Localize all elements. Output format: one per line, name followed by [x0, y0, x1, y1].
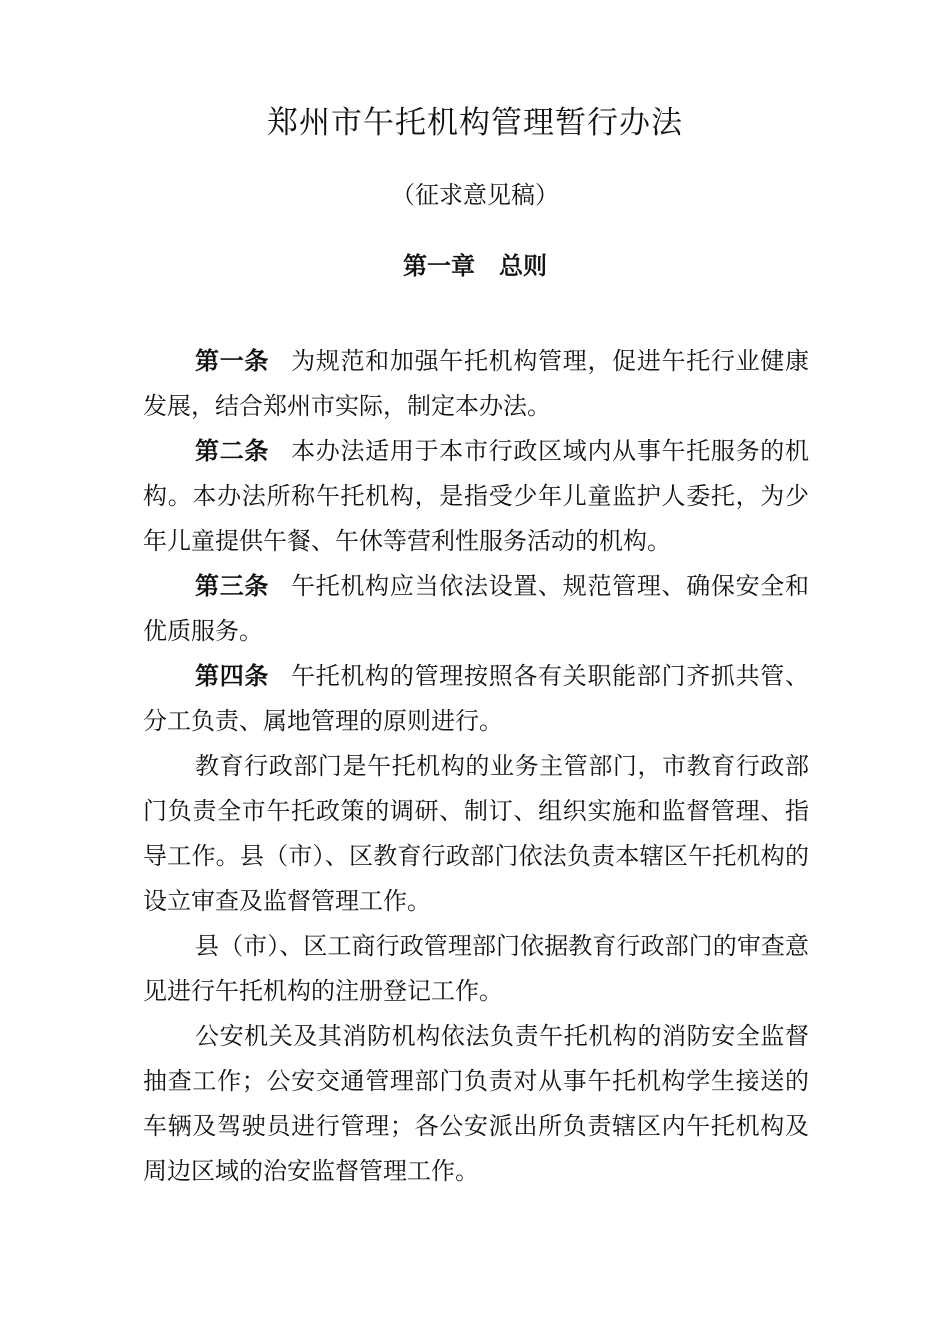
paragraph-commerce-dept: 县（市）、区工商行政管理部门依据教育行政部门的审查意见进行午托机构的注册登记工作。: [143, 932, 809, 1005]
article-text: 本办法适用于本市行政区域内从事午托服务的机构。本办法所称午托机构，是指受少年儿童监护人委托，为少年儿童提供午餐、午休等营利性服务活动的机构。: [143, 437, 810, 555]
document-body: [143, 339, 809, 1194]
article-text: 午托机构的管理按照各有关职能部门齐抓共管、分工负责、属地管理的原则进行。: [143, 662, 810, 735]
document-subtitle: （征求意见稿）: [391, 181, 559, 209]
article-4: [143, 654, 809, 744]
article-label: 第三条: [195, 572, 270, 600]
document-title: 郑州市午托机构管理暂行办法: [267, 105, 683, 141]
article-text: 为规范和加强午托机构管理，促进午托行业健康发展，结合郑州市实际，制定本办法。: [143, 347, 810, 420]
article-label: 第一条: [195, 347, 270, 375]
paragraph-education-dept: 教育行政部门是午托机构的业务主管部门，市教育行政部门负责全市午托政策的调研、制订、组织实施和监督管理、指导工作。县（市）、区教育行政部门依法负责本辖区午托机构的设立审查及监督管理工作。: [143, 752, 809, 915]
article-label: 第四条: [195, 662, 270, 690]
paragraph-public-security: 公安机关及其消防机构依法负责午托机构的消防安全监督抽查工作；公安交通管理部门负责对从事午托机构学生接送的车辆及驾驶员进行管理；各公安派出所负责辖区内午托机构及周边区域的治安监督管理工作。: [143, 1022, 809, 1185]
article-text: 午托机构应当依法设置、规范管理、确保安全和优质服务。: [143, 572, 810, 645]
article-2: [143, 429, 809, 564]
article-label: 第二条: [195, 437, 270, 465]
article-3: [143, 564, 809, 654]
chapter-title: 第一章 总则: [403, 252, 547, 280]
article-1: [143, 339, 809, 429]
